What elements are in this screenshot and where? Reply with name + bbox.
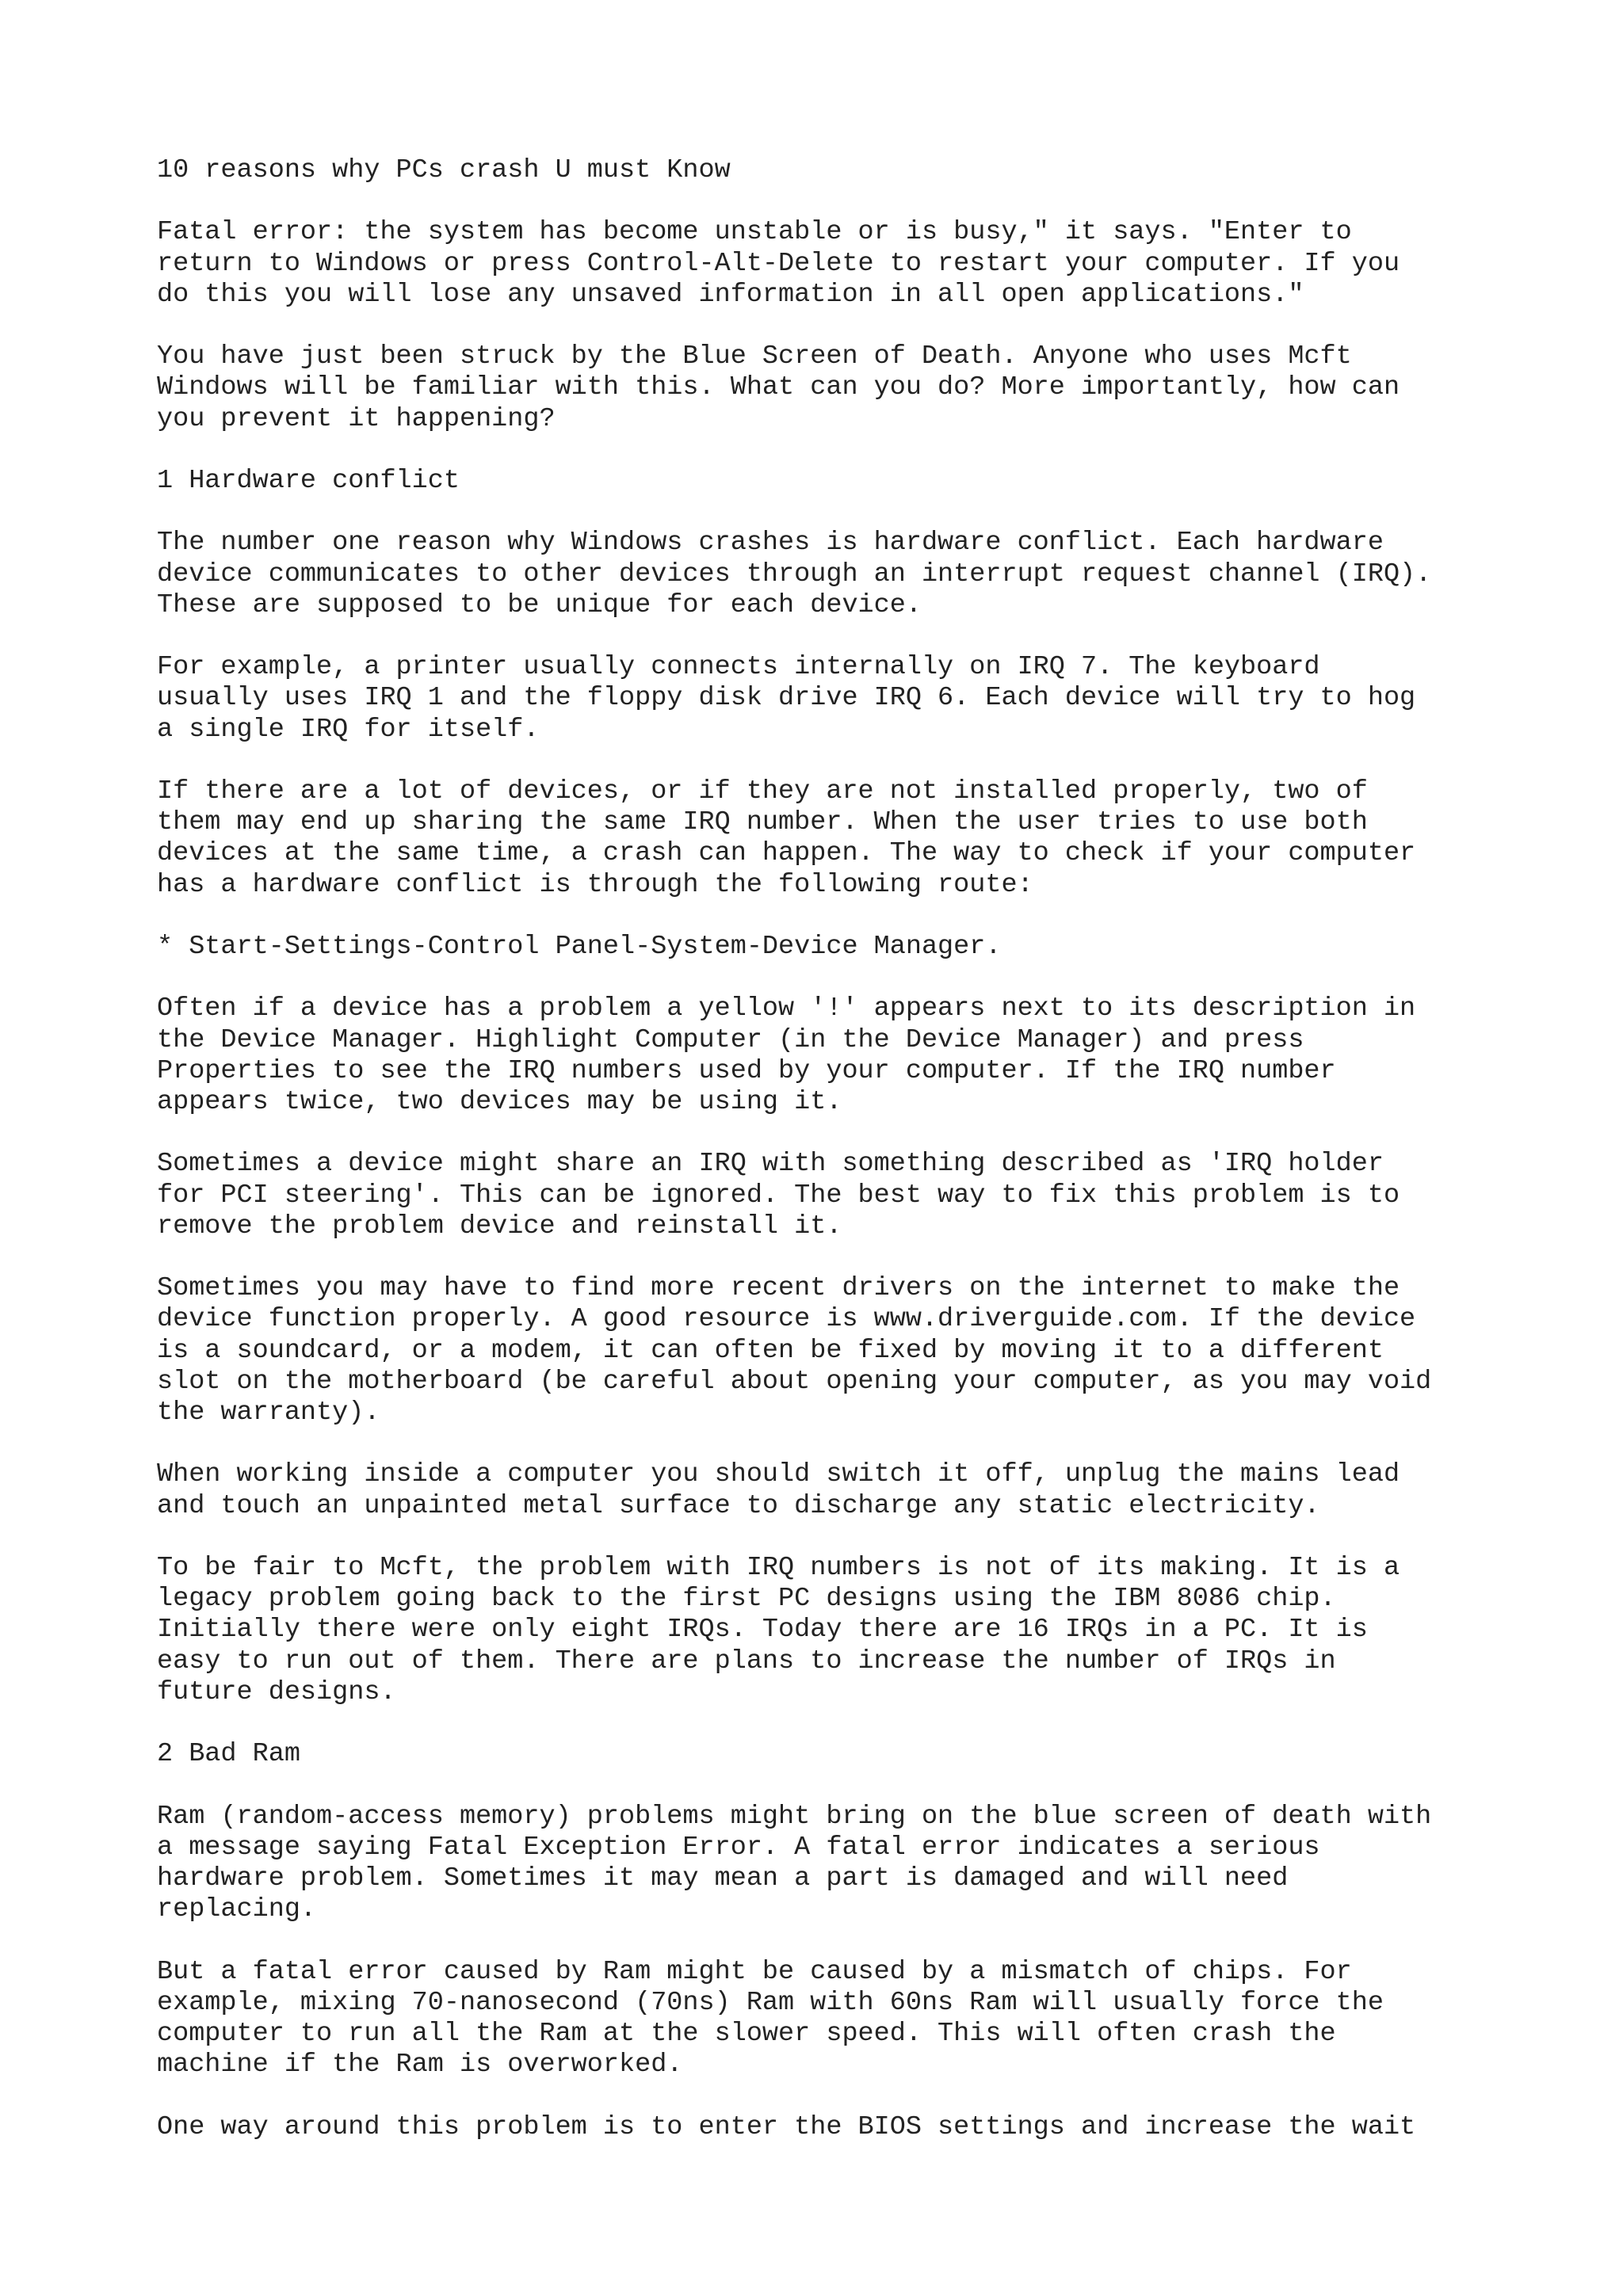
text-line: Sometimes a device might share an IRQ with something described as 'IRQ holder <box>157 1149 1384 1180</box>
document-title <box>157 155 1583 186</box>
paragraph <box>157 466 1583 497</box>
paragraph <box>157 1739 1583 1770</box>
paragraph <box>157 1149 1583 1242</box>
text-line: Sometimes you may have to find more recent drivers on the internet to make the <box>157 1273 1400 1304</box>
paragraph <box>157 1273 1583 1428</box>
text-line: But a fatal error caused by Ram might be caused by a mismatch of chips. For <box>157 1956 1352 1987</box>
paragraph <box>157 652 1583 746</box>
text-line: The number one reason why Windows crashes is hardware conflict. Each hardware <box>157 528 1384 559</box>
text-line: Ram (random-access memory) problems might bring on the blue screen of death with <box>157 1801 1432 1832</box>
text-line: and touch an unpainted metal surface to discharge any static electricity. <box>157 1490 1320 1521</box>
text-line: legacy problem going back to the first PC designs using the IBM 8086 chip. <box>157 1584 1336 1615</box>
text-line: future designs. <box>157 1676 396 1707</box>
paragraph <box>157 528 1583 621</box>
text-line: One way around this problem is to enter the BIOS settings and increase the wait <box>157 2111 1416 2142</box>
text-line: a single IRQ for itself. <box>157 714 540 745</box>
text-line: for PCI steering'. This can be ignored. The best way to fix this problem is to <box>157 1180 1400 1211</box>
text-line: easy to run out of them. There are plans to increase the number of IRQs in <box>157 1646 1336 1676</box>
text-line: usually uses IRQ 1 and the floppy disk drive IRQ 6. Each device will try to hog <box>157 683 1416 714</box>
text-line: When working inside a computer you should switch it off, unplug the mains lead <box>157 1459 1400 1490</box>
text-line: the warranty). <box>157 1397 380 1428</box>
text-line: 2 Bad Ram <box>157 1739 300 1770</box>
text-line: device communicates to other devices through an interrupt request channel (IRQ). <box>157 559 1432 589</box>
text-line: hardware problem. Sometimes it may mean a part is damaged and will need <box>157 1863 1289 1894</box>
text-line: the Device Manager. Highlight Computer (in the Device Manager) and press <box>157 1024 1304 1055</box>
paragraph <box>157 932 1583 963</box>
text-line: slot on the motherboard (be careful about opening your computer, as you may void <box>157 1366 1432 1397</box>
text-line: Fatal error: the system has become unstable or is busy," it says. "Enter to <box>157 217 1352 248</box>
text-line: do this you will lose any unsaved information in all open applications." <box>157 279 1304 310</box>
paragraph <box>157 994 1583 1118</box>
text-line: Often if a device has a problem a yellow '!' appears next to its description in <box>157 994 1416 1024</box>
paragraph <box>157 1802 1583 1926</box>
text-line: * Start-Settings-Control Panel-System-Device Manager. <box>157 931 1002 962</box>
text-line: 1 Hardware conflict <box>157 465 460 496</box>
text-line: a message saying Fatal Exception Error. A fatal error indicates a serious <box>157 1832 1320 1863</box>
text-line: them may end up sharing the same IRQ number. When the user tries to use both <box>157 807 1368 838</box>
text-line: example, mixing 70-nanosecond (70ns) Ram with 60ns Ram will usually force the <box>157 1987 1384 2018</box>
text-line: appears twice, two devices may be using it. <box>157 1086 842 1117</box>
text-line: 10 reasons why PCs crash U must Know <box>157 155 731 185</box>
text-line: Properties to see the IRQ numbers used by your computer. If the IRQ number <box>157 1055 1336 1086</box>
text-line: You have just been struck by the Blue Screen of Death. Anyone who uses Mcft <box>157 341 1352 372</box>
text-line: you prevent it happening? <box>157 403 556 434</box>
text-line: return to Windows or press Control-Alt-Delete to restart your computer. If you <box>157 248 1400 279</box>
text-line: Initially there were only eight IRQs. Today there are 16 IRQs in a PC. It is <box>157 1615 1368 1646</box>
text-line: machine if the Ram is overworked. <box>157 2050 683 2081</box>
text-line: Windows will be familiar with this. What can you do? More importantly, how can <box>157 372 1400 403</box>
paragraph <box>157 217 1583 311</box>
paragraph <box>157 1957 1583 2081</box>
text-line: replacing. <box>157 1894 317 1925</box>
text-line: For example, a printer usually connects internally on IRQ 7. The keyboard <box>157 652 1320 683</box>
text-line: To be fair to Mcft, the problem with IRQ numbers is not of its making. It is a <box>157 1552 1400 1583</box>
text-line: If there are a lot of devices, or if they are not installed properly, two of <box>157 776 1368 807</box>
text-line: device function properly. A good resource is www.driverguide.com. If the device <box>157 1304 1416 1335</box>
paragraph <box>157 341 1583 435</box>
paragraph <box>157 1459 1583 1521</box>
paragraph <box>157 1553 1583 1708</box>
paragraph <box>157 2112 1583 2143</box>
text-line: computer to run all the Ram at the slower speed. This will often crash the <box>157 2018 1336 2049</box>
text-line: has a hardware conflict is through the following route: <box>157 869 1033 900</box>
paragraph-list <box>157 217 1583 2142</box>
text-line: devices at the same time, a crash can happen. The way to check if your computer <box>157 838 1416 869</box>
text-line: remove the problem device and reinstall it. <box>157 1211 842 1241</box>
text-line: These are supposed to be unique for each device. <box>157 589 922 620</box>
paragraph <box>157 776 1583 901</box>
text-line: is a soundcard, or a modem, it can often be fixed by moving it to a different <box>157 1335 1384 1366</box>
document-body <box>157 155 1583 2174</box>
